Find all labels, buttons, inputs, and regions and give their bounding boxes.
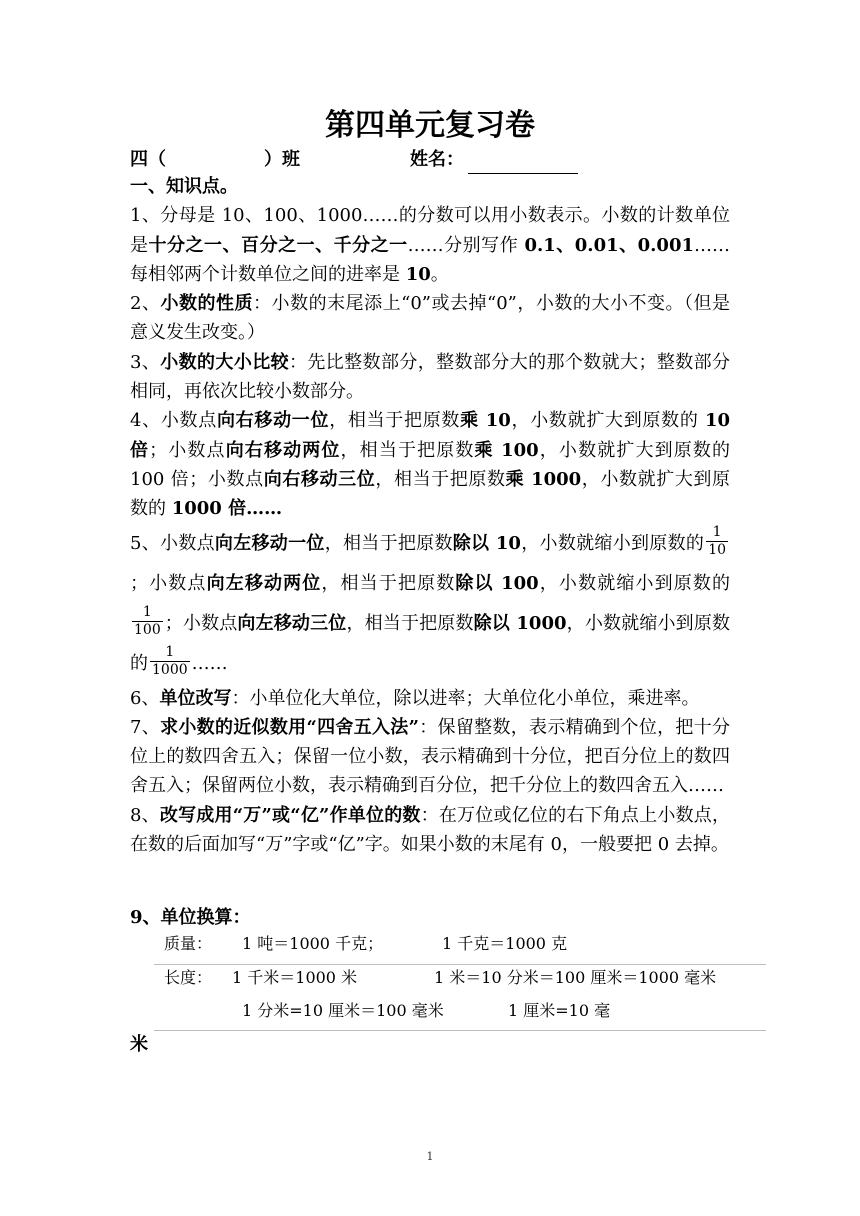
point-3: 3、小数的大小比较：先比整数部分，整数部分大的那个数就大；整数部分相同，再依次比较小数部分。 [130, 351, 731, 403]
class-suffix: ）班 [264, 149, 300, 170]
mass-conversion-2: 1 千克＝1000 克 [442, 934, 568, 953]
table-divider-2 [154, 1030, 766, 1031]
fraction-one-tenth: $\frac{1}{10}$ [708, 524, 727, 559]
length-conversion-4: 1 厘米=10 毫 [508, 1001, 611, 1020]
point-6: 6、单位改写：小单位化大单位，除以进率；大单位化小单位，乘进率。 [130, 687, 700, 709]
length-conversion-3: 1 分米=10 厘米＝100 毫米 [242, 1001, 444, 1020]
length-conversion-4-continued: 米 [130, 1034, 148, 1055]
name-label: 姓名： [410, 149, 464, 170]
point-5: 5、小数点向左移动一位，相当于把原数除以 10，小数就缩小到原数的 $\frac{1}{10}$ ；小数点向左移动两位，相当于把原数除以 100，小数就缩小到原数的 $\frac{1}{100}$ ；小数点向左移动三位，相当于把原数除以 1000，小数就缩小到原数的 $\frac{1}{1000}$ …… [130, 524, 731, 679]
length-conversion-2: 1 米＝10 分米＝100 厘米＝1000 毫米 [434, 968, 717, 987]
point-1: 1、分母是 10、100、1000……的分数可以用小数表示。小数的计数单位是十分之一、百分之一、千分之一……分别写作 0.1、0.01、0.001……每相邻两个计数单位之间的进率是 10。 [130, 205, 730, 285]
table-divider-1 [154, 964, 766, 965]
point-7: 7、求小数的近似数用“四舍五入法”：保留整数，表示精确到个位，把十分位上的数四舍五入；保留一位小数，表示精确到十分位，把百分位上的数四舍五入；保留两位小数，表示精确到百分位，把千分位上的数四舍五入…… [130, 716, 731, 797]
class-prefix: 四（ [130, 149, 166, 170]
length-conversion-1: 1 千米＝1000 米 [232, 968, 358, 987]
class-name-line [130, 146, 578, 174]
fraction-one-hundredth: $\frac{1}{100}$ [134, 604, 161, 639]
fraction-one-thousandth: $\frac{1}{1000}$ [152, 644, 188, 679]
point-8: 8、改写成用“万”或“亿”作单位的数：在万位或亿位的右下角点上小数点，在数的后面加写“万”字或“亿”字。如果小数的末尾有 0，一般要把 0 去掉。 [130, 804, 730, 856]
page-number: 1 [426, 1150, 434, 1163]
knowledge-points [130, 172, 730, 859]
point-2: 2、小数的性质：小数的末尾添上“0”或去掉“0”，小数的大小不变。（但是意义发生改变。） [130, 293, 731, 344]
mass-label: 质量： [164, 934, 213, 953]
section-9-heading: 9、单位换算： [130, 907, 251, 928]
point-4: 4、小数点向右移动一位，相当于把原数乘 10，小数就扩大到原数的 10 倍；小数点向右移动两位，相当于把原数乘 100，小数就扩大到原数的 100 倍；小数点向右移动三位，相当于把原数乘 1000，小数就扩大到原数的 1000 倍…… [130, 410, 731, 520]
page-title: 第四单元复习卷 [325, 108, 535, 143]
section-1-heading: 一、知识点。 [130, 176, 238, 197]
length-label: 长度： [164, 968, 213, 987]
mass-conversion-1: 1 吨＝1000 千克； [242, 934, 384, 953]
